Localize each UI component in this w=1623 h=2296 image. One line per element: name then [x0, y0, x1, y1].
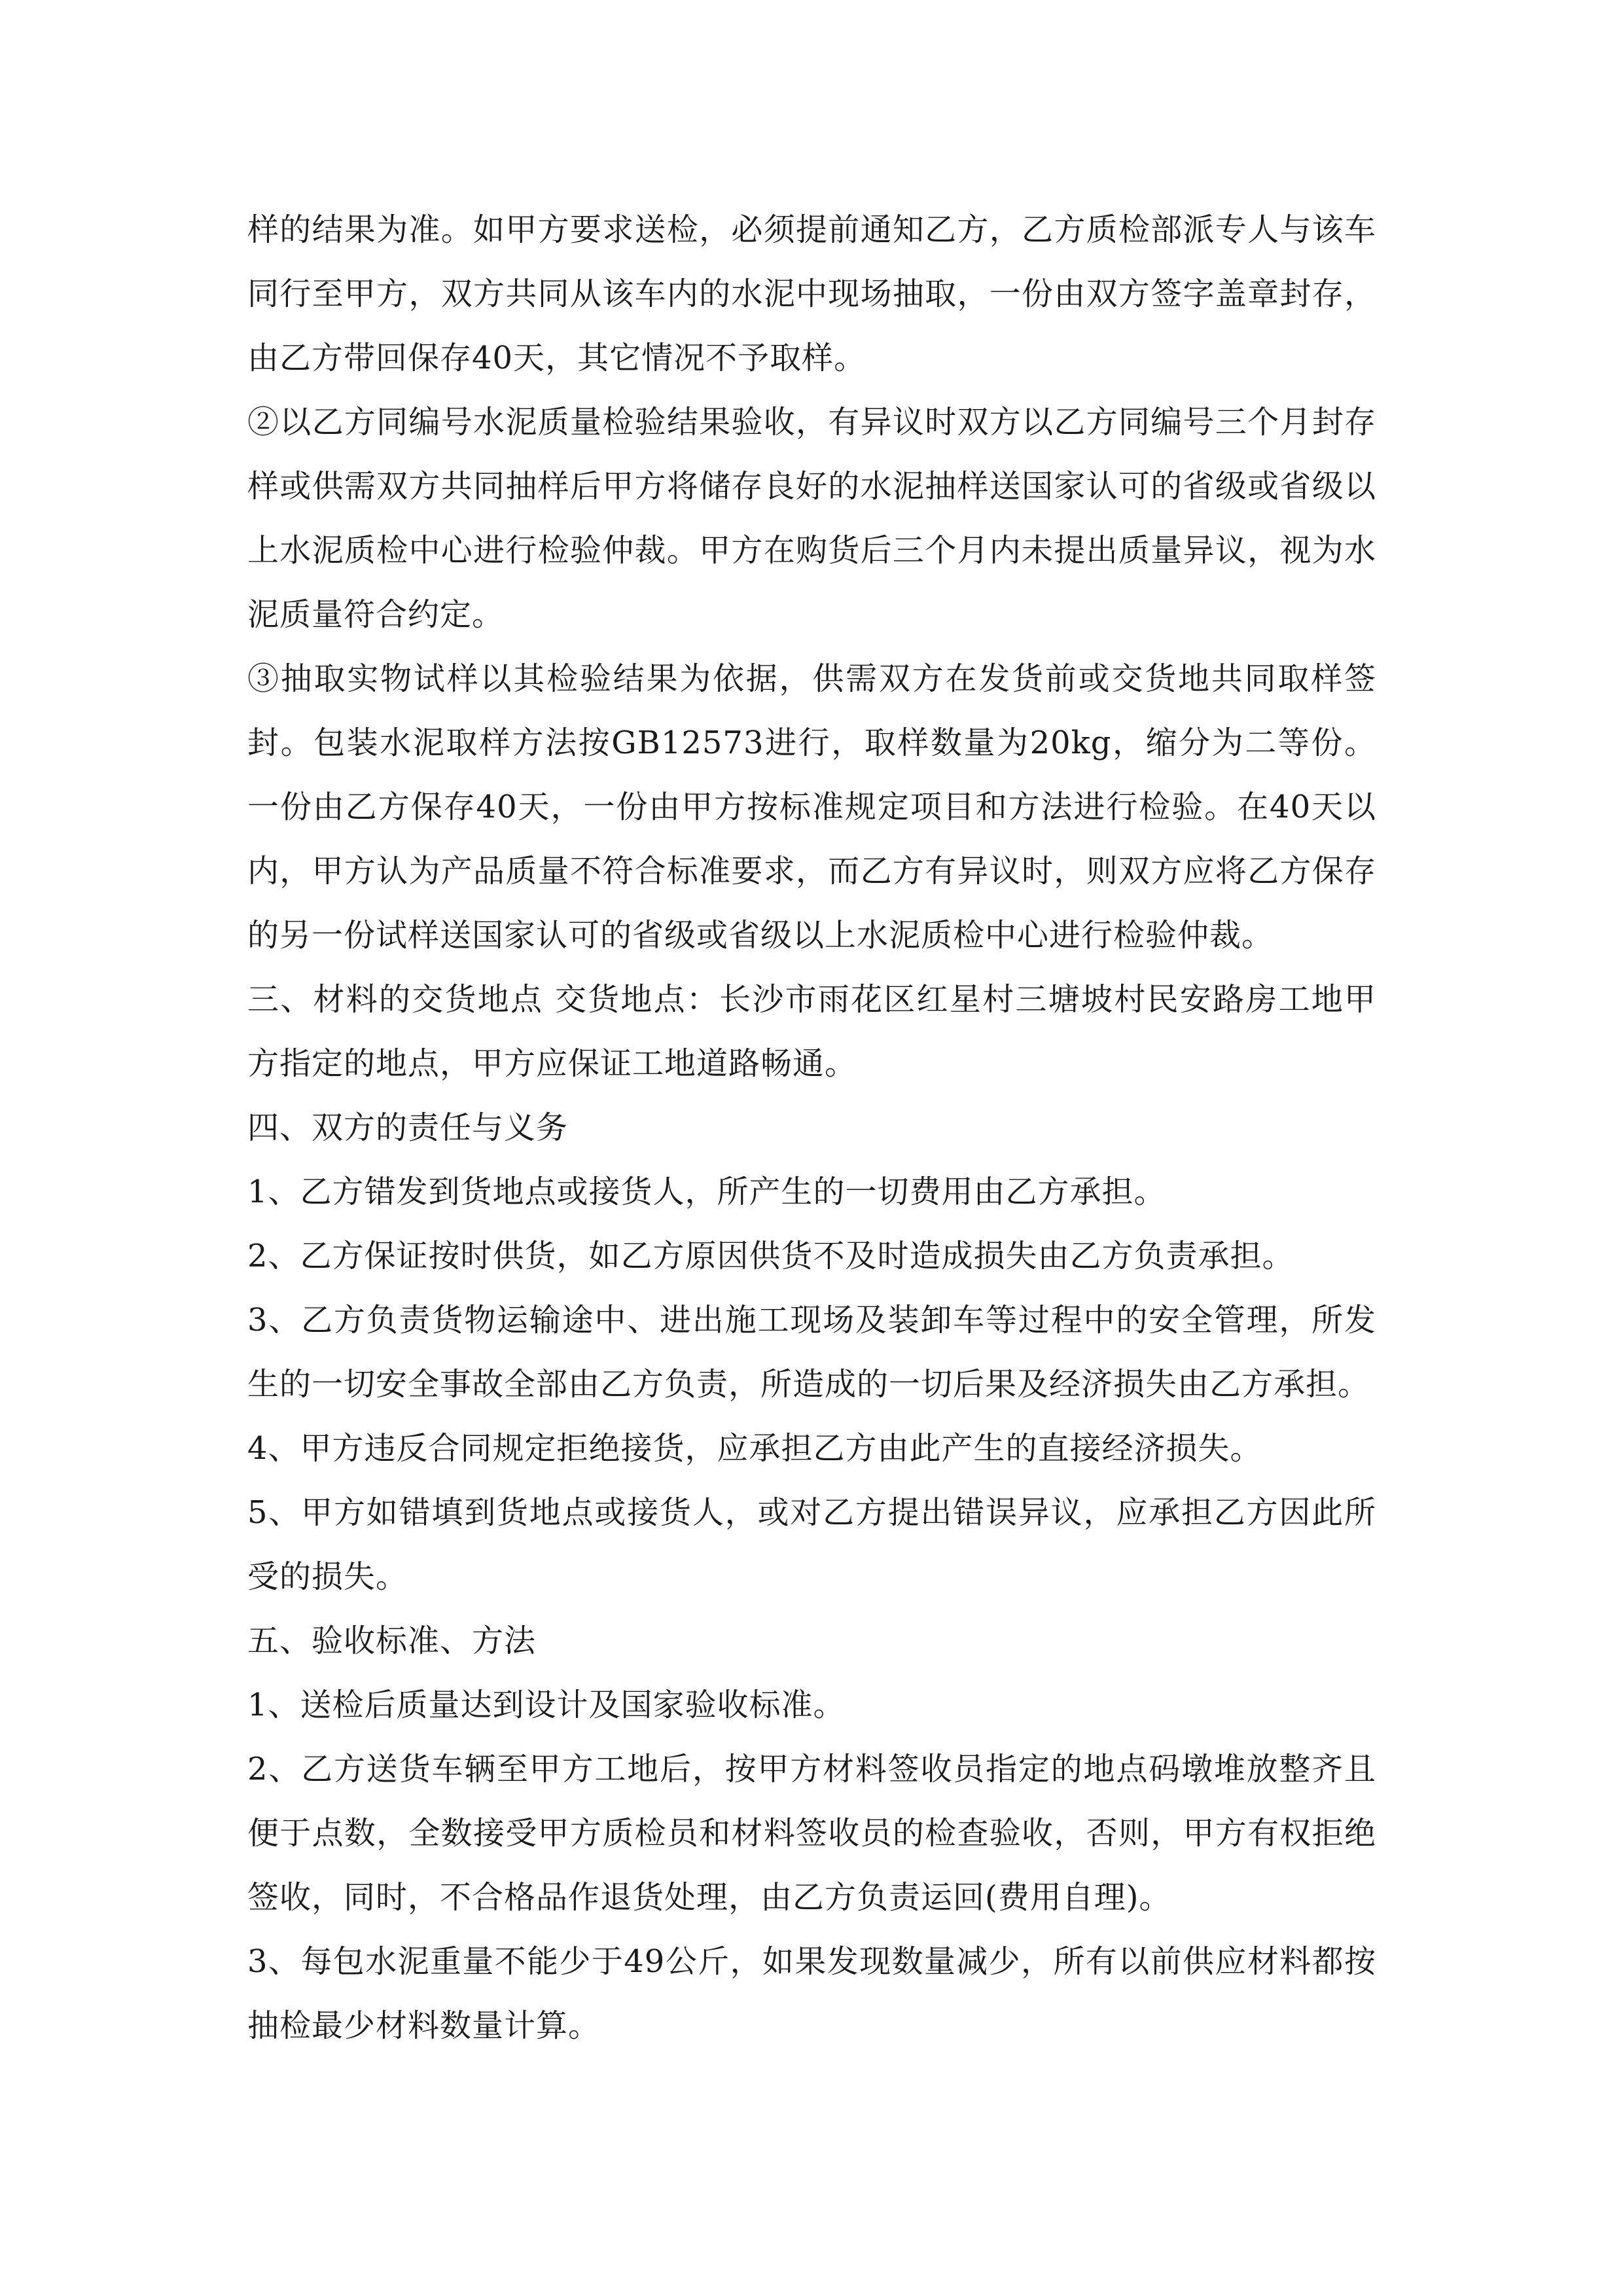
list-item-responsibility-2: 2、乙方保证按时供货，如乙方原因供货不及时造成损失由乙方负责承担。 [247, 1238, 1294, 1274]
list-item-acceptance-3: 3、每包水泥重量不能少于49公斤，如果发现数量减少，所有以前供应材料都按抽检最少材料数量计算。 [247, 1943, 1376, 2044]
paragraph-item-2-acceptance: ②以乙方同编号水泥质量检验结果验收，有异议时双方以乙方同编号三个月封存样或供需双方共同抽样后甲方将储存良好的水泥抽样送国家认可的省级或省级以上水泥质检中心进行检验仲裁。甲方在购货后三个月内未提出质量异议，视为水泥质量符合约定。 [247, 404, 1376, 633]
section-heading-acceptance-standards: 五、验收标准、方法 [247, 1623, 537, 1659]
paragraph-sampling-continuation: 样的结果为准。如甲方要求送检，必须提前通知乙方，乙方质检部派专人与该车同行至甲方，双方共同从该车内的水泥中现场抽取，一份由双方签字盖章封存，由乙方带回保存40天，其它情况不予取样。 [247, 211, 1376, 376]
list-item-responsibility-1: 1、乙方错发到货地点或接货人，所产生的一切费用由乙方承担。 [247, 1174, 1166, 1210]
list-item-acceptance-1: 1、送检后质量达到设计及国家验收标准。 [247, 1687, 846, 1723]
paragraph-item-3-sampling: ③抽取实物试样以其检验结果为依据，供需双方在发货前或交货地共同取样签封。包装水泥取样方法按GB12573进行，取样数量为20kg，缩分为二等份。一份由乙方保存40天，一份由甲方按标准规定项目和方法进行检验。在40天以内，甲方认为产品质量不符合标准要求，而乙方有异议时，则双方应将乙方保存的另一份试样送国家认可的省级或省级以上水泥质检中心进行检验仲裁。 [247, 660, 1376, 954]
section-heading-responsibilities: 四、双方的责任与义务 [247, 1109, 569, 1146]
list-item-responsibility-3: 3、乙方负责货物运输途中、进出施工现场及装卸车等过程中的安全管理，所发生的一切安全事故全部由乙方负责，所造成的一切后果及经济损失由乙方承担。 [247, 1302, 1376, 1403]
contract-body [247, 198, 1376, 2058]
list-item-acceptance-2: 2、乙方送货车辆至甲方工地后，按甲方材料签收员指定的地点码墩堆放整齐且便于点数，全数接受甲方质检员和材料签收员的检查验收，否则，甲方有权拒绝签收，同时，不合格品作退货处理，由乙方负责运回(费用自理)。 [247, 1751, 1376, 1916]
list-item-responsibility-4: 4、甲方违反合同规定拒绝接货，应承担乙方由此产生的直接经济损失。 [247, 1430, 1262, 1467]
list-item-responsibility-5: 5、甲方如错填到货地点或接货人，或对乙方提出错误异议，应承担乙方因此所受的损失。 [247, 1494, 1376, 1595]
section-heading-delivery-location: 三、材料的交货地点 交货地点：长沙市雨花区红星村三塘坡村民安路房工地甲方指定的地点，甲方应保证工地道路畅通。 [247, 981, 1376, 1082]
